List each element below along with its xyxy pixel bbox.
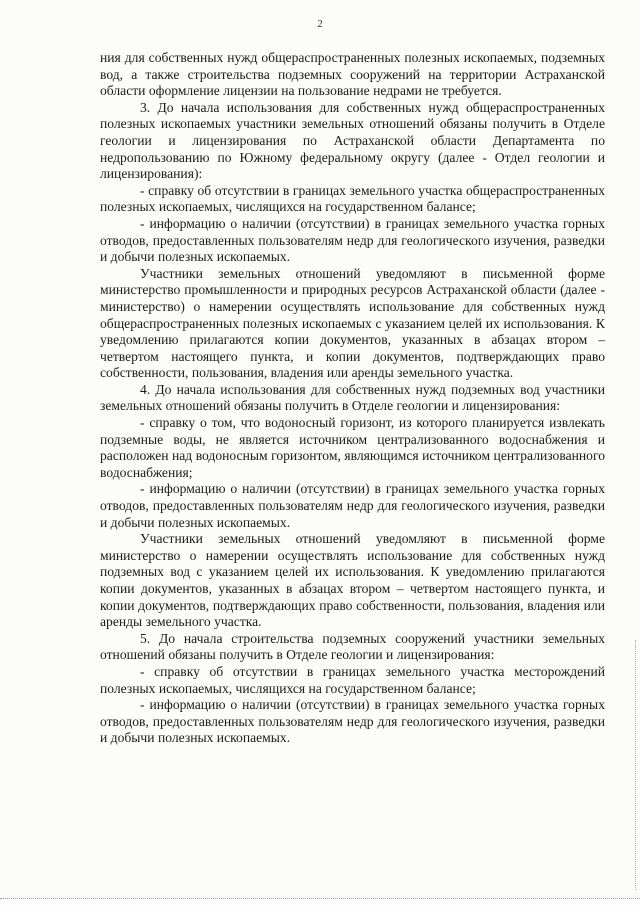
page-number: 2 [317, 18, 323, 30]
paragraph-notification-minerals: Участники земельных отношений уведомляют в письменной форме министерство промышленности и природных ресурсов Астраханской области (далее - министерство) о намерении осуществлять использование для собственных нужд общераспространенных полезных ископаемых с указанием целей их использования. К уведомлению прилагаются копии документов, указанных в абзацах втором – четвертом настоящего пункта, и копии документов, подтверждающих право собственности, пользования, владения или аренды земельного участка. [100, 265, 605, 381]
paragraph-bullet-mining-allotments-underground: - информацию о наличии (отсутствии) в границах земельного участка горных отводов, предоставленных пользователям недр для геологического изучения, разведки и добычи полезных ископаемых. [100, 697, 605, 746]
paragraph-bullet-deposits-reference: - справку об отсутствии в границах земельного участка месторождений полезных ископаемых, числящихся на государственном балансе; [100, 663, 605, 696]
paragraph-continuation: ния для собственных нужд общераспространенных полезных ископаемых, подземных вод, а также строительства подземных сооружений на территории Астраханской области оформление лицензии на пользование недрами не требуется. [100, 50, 605, 99]
paragraph-bullet-reference-minerals: - справку об отсутствии в границах земельного участка общераспространенных полезных ископаемых, числящихся на государственном балансе; [100, 182, 605, 215]
document-body [100, 50, 605, 747]
paragraph-item-4: 4. До начала использования для собственных нужд подземных вод участники земельных отношений обязаны получить в Отделе геологии и лицензирования: [100, 381, 605, 414]
paragraph-bullet-aquifer-reference: - справку о том, что водоносный горизонт, из которого планируется извлекать подземные воды, не является источником централизованного водоснабжения и расположен над водоносным горизонтом, являющимся источником централизованного водоснабжения; [100, 415, 605, 480]
paragraph-bullet-mining-allotments-water: - информацию о наличии (отсутствии) в границах земельного участка горных отводов, предоставленных пользователям недр для геологического изучения, разведки и добычи полезных ископаемых. [100, 481, 605, 530]
paragraph-notification-water: Участники земельных отношений уведомляют в письменной форме министерство о намерении осуществлять использование для собственных нужд подземных вод с указанием целей их использования. К уведомлению прилагаются копии документов, указанных в абзацах втором – четвертом настоящего пункта, и копии документов, подтверждающих право собственности, пользования, владения или аренды земельного участка. [100, 531, 605, 630]
paragraph-bullet-mining-allotments: - информацию о наличии (отсутствии) в границах земельного участка горных отводов, предоставленных пользователям недр для геологического изучения, разведки и добычи полезных ископаемых. [100, 215, 605, 265]
paragraph-item-5: 5. До начала строительства подземных сооружений участники земельных отношений обязаны получить в Отделе геологии и лицензирования: [100, 630, 605, 663]
scan-edge-right [634, 640, 636, 890]
paragraph-item-3: 3. До начала использования для собственных нужд общераспространенных полезных ископаемых участники земельных отношений обязаны получить в Отделе геологии и лицензирования по Астраханской области Департамента по недропользованию по Южному федеральному округу (далее - Отдел геологии и лицензирования): [100, 99, 605, 182]
scan-edge-bottom [0, 897, 640, 899]
